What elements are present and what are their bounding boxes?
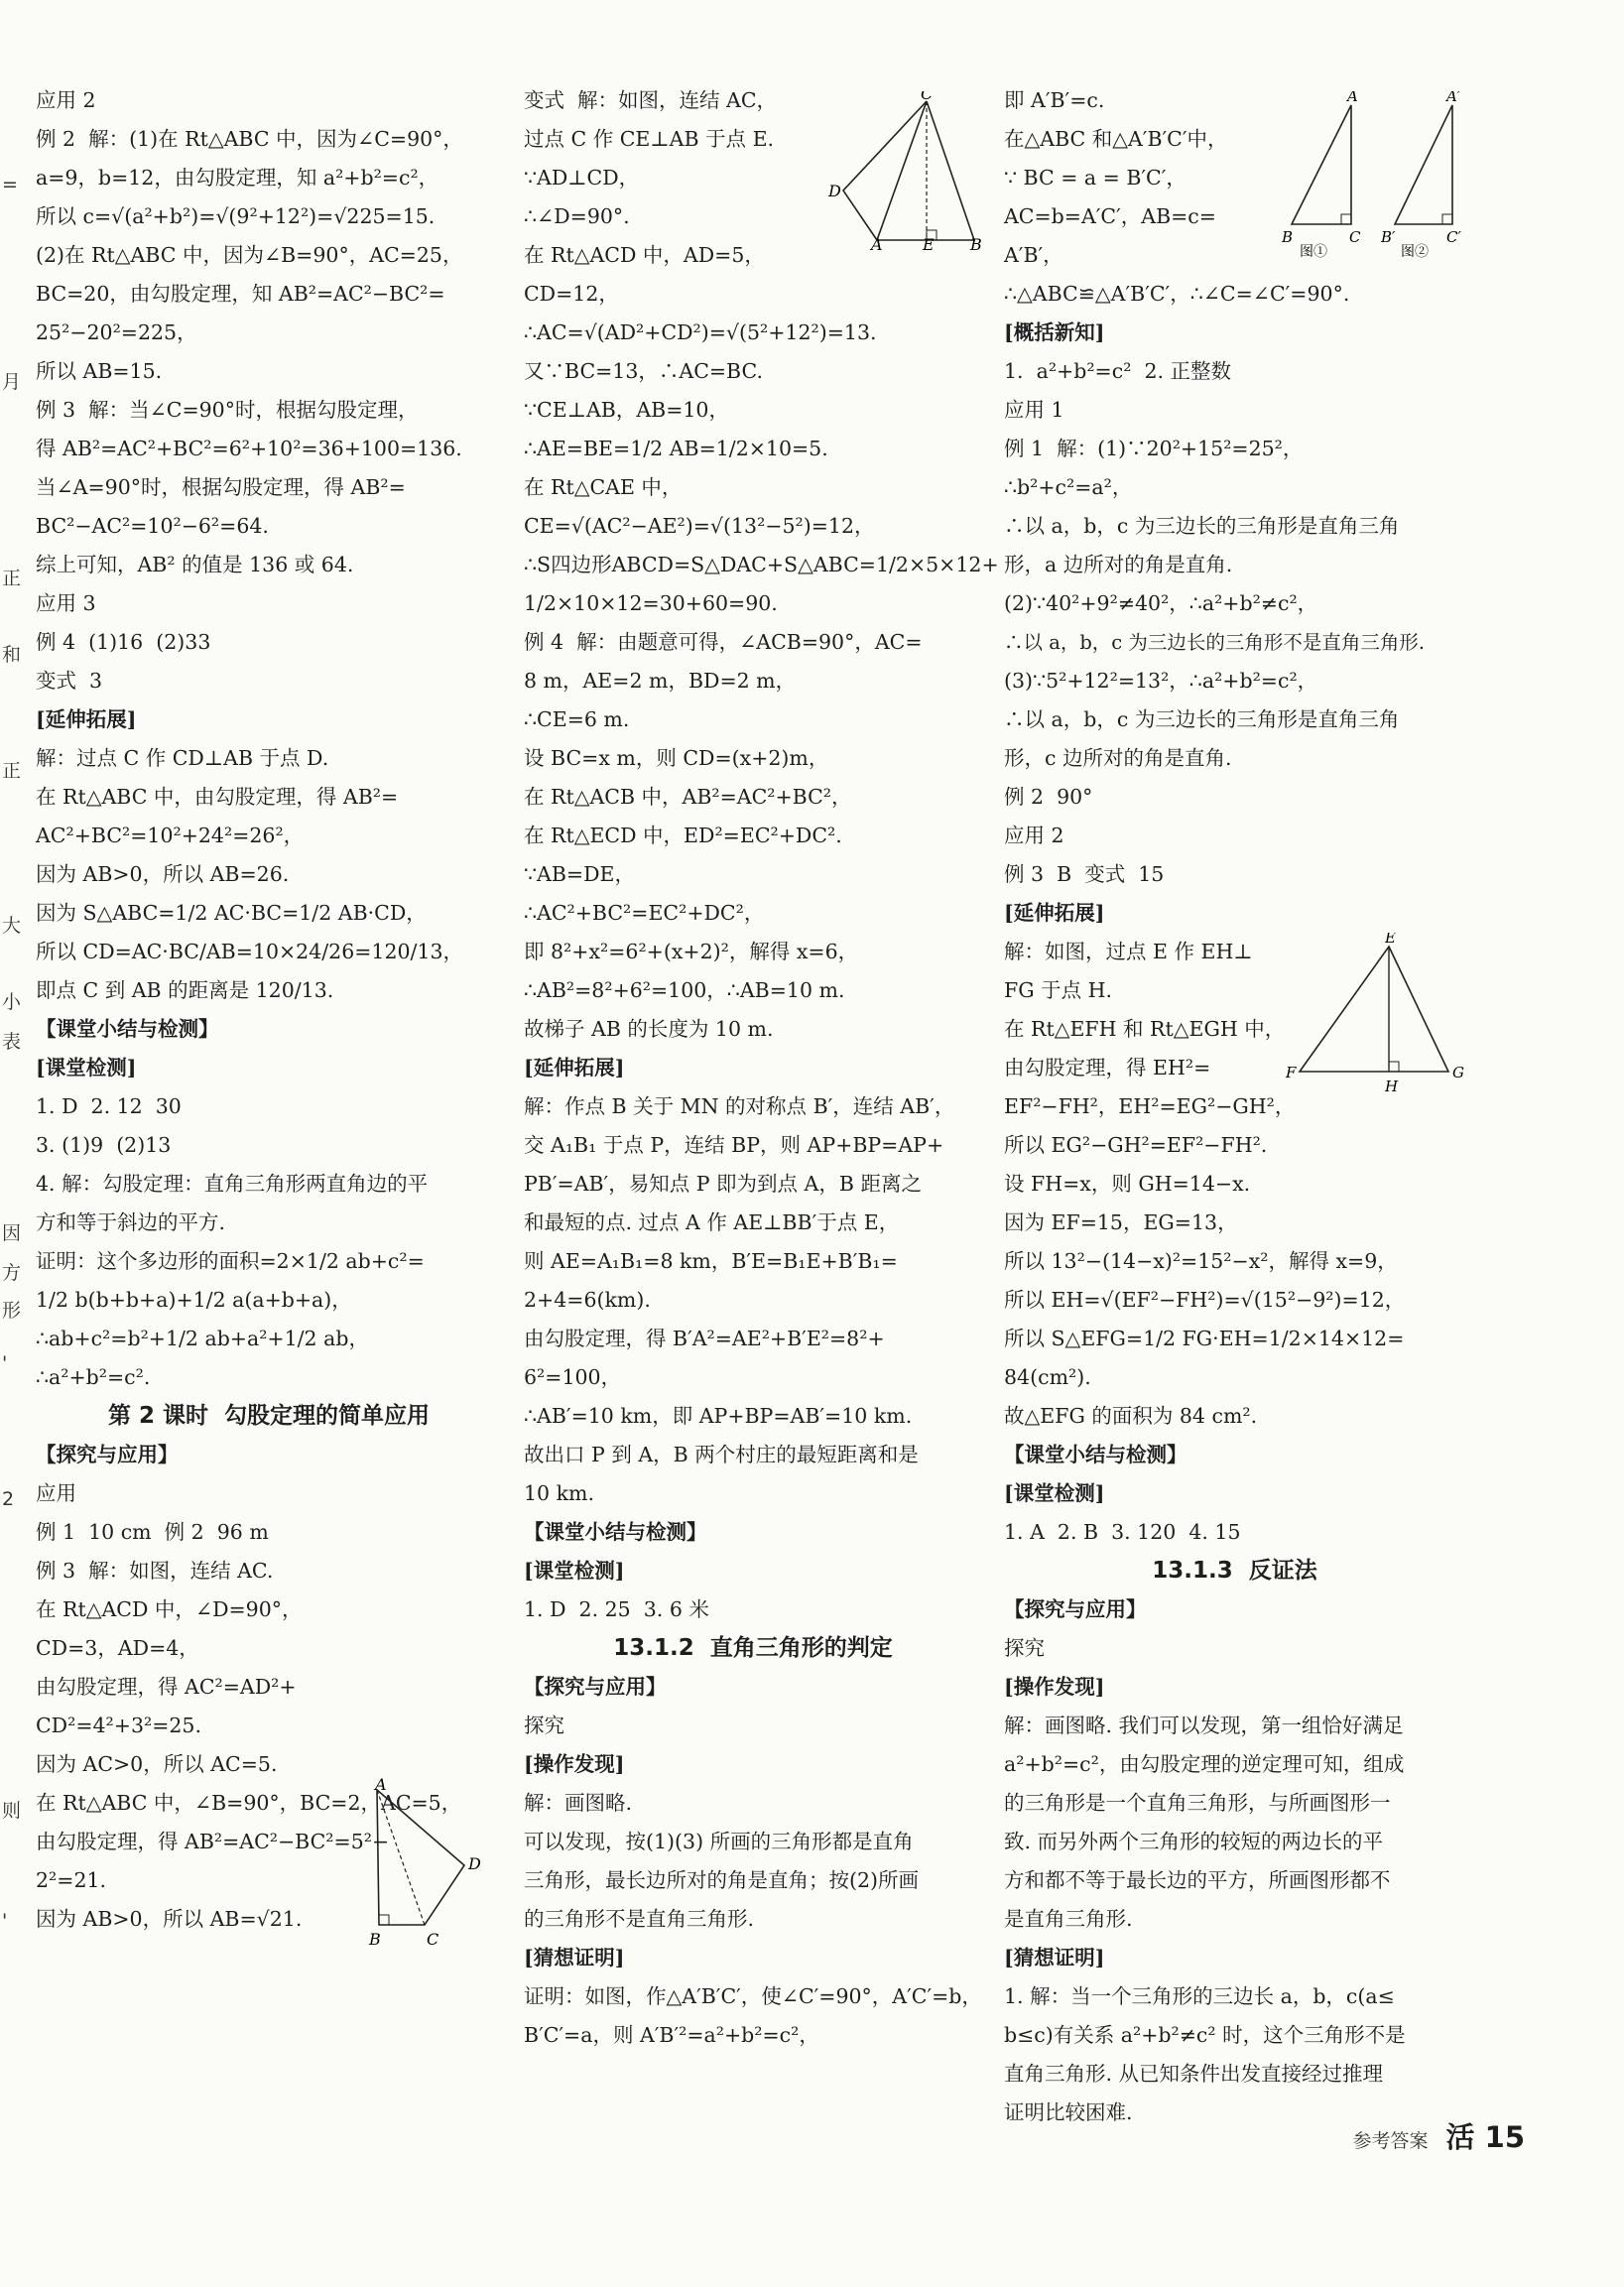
text-line: (2)在 Rt△ABC 中，因为∠B=90°，AC=25， <box>36 243 463 267</box>
text-line: 形，c 边所对的角是直角. <box>1004 746 1232 770</box>
text-line: a=9，b=12，由勾股定理，知 a²+b²=c²， <box>36 166 439 190</box>
text-line: 因为 AB>0，所以 AB=26. <box>36 862 290 886</box>
margin-char: 大 <box>2 915 22 937</box>
margin-char: 因 <box>2 1222 22 1244</box>
text-line: 在 Rt△CAE 中， <box>524 475 683 499</box>
text-line: 设 BC=x m，则 CD=(x+2)m， <box>524 746 829 770</box>
text-line: ∴以 a，b，c 为三边长的三角形是直角三角 <box>1004 514 1400 538</box>
subsection-heading: [猜想证明] <box>524 1946 625 1969</box>
text-line: 所以 S△EFG=1/2 FG·EH=1/2×14×12= <box>1004 1327 1405 1350</box>
fig-label: D <box>828 182 841 200</box>
text-line: 8 m，AE=2 m，BD=2 m， <box>524 669 797 693</box>
fig-label: H <box>1385 1078 1399 1095</box>
margin-char: 正 <box>2 568 22 589</box>
margin-char: = <box>2 174 18 195</box>
text-line: A′B′， <box>1004 243 1063 267</box>
text-line: 1/2×10×12=30+60=90. <box>524 591 778 615</box>
text-line: 在 Rt△EFH 和 Rt△EGH 中， <box>1004 1017 1286 1041</box>
margin-char: 表 <box>2 1031 22 1053</box>
text-line: AC=b=A′C′，AB=c= <box>1004 204 1216 228</box>
text-line: 84(cm²). <box>1004 1365 1091 1389</box>
text-line: (3)∵5²+12²=13²，∴a²+b²=c²， <box>1004 669 1318 693</box>
margin-char: 正 <box>2 760 22 782</box>
text-line: 因为 EF=15，EG=13， <box>1004 1210 1238 1234</box>
text-line: 2+4=6(km). <box>524 1288 651 1312</box>
text-line: 和最短的点. 过点 A 作 AE⊥BB′于点 E， <box>524 1210 900 1234</box>
text-line: 所以 13²−(14−x)²=15²−x²，解得 x=9， <box>1004 1249 1398 1273</box>
text-line: 即 A′B′=c. <box>1004 88 1105 112</box>
subsection-heading: [延伸拓展] <box>524 1056 625 1080</box>
text-line: 的三角形是一个直角三角形，与所画图形一 <box>1004 1791 1391 1815</box>
text-line: 变式 3 <box>36 669 103 693</box>
text-line: CE=√(AC²−AE²)=√(13²−5²)=12， <box>524 514 875 538</box>
text-line: 故出口 P 到 A，B 两个村庄的最短距离和是 <box>524 1443 919 1466</box>
fig-label: B <box>970 235 982 250</box>
text-line: 交 A₁B₁ 于点 P，连结 BP，则 AP+BP=AP+ <box>524 1133 944 1157</box>
text-line: ∴CE=6 m. <box>524 707 630 731</box>
text-line: 例 1 解：(1)∵20²+15²=25²， <box>1004 437 1304 460</box>
fig-label: A′ <box>1446 91 1461 105</box>
text-line: ∴AB²=8²+6²=100，∴AB=10 m. <box>524 978 845 1002</box>
text-line: 6²=100， <box>524 1365 622 1389</box>
fig-label: E <box>923 235 935 250</box>
text-line: 形，a 边所对的角是直角. <box>1004 553 1233 576</box>
text-line: 探究 <box>1004 1636 1045 1660</box>
margin-char: 则 <box>2 1800 22 1822</box>
text-line: 因为 AC>0，所以 AC=5. <box>36 1752 278 1776</box>
figure-quadrilateral-abcd <box>823 91 982 254</box>
right-column <box>1004 81 1465 2132</box>
fig-label: F <box>1286 1064 1297 1081</box>
fig-label: D <box>468 1854 481 1873</box>
section-heading: 【探究与应用】 <box>524 1675 667 1699</box>
text-line: 设 FH=x，则 GH=14−x. <box>1004 1172 1251 1196</box>
fig-label: A <box>1347 91 1358 105</box>
section-heading: 【探究与应用】 <box>36 1443 179 1466</box>
margin-char: 方 <box>2 1262 22 1284</box>
text-line: 即 8²+x²=6²+(x+2)²，解得 x=6， <box>524 940 859 963</box>
subsection-heading: [猜想证明] <box>1004 1946 1105 1969</box>
margin-char: 形 <box>2 1300 22 1322</box>
subsection-heading: [延伸拓展] <box>36 707 137 731</box>
subsection-heading: [课堂检测] <box>524 1559 625 1583</box>
text-line: 因为 AB>0，所以 AB=√21. <box>36 1907 303 1931</box>
margin-char: ' <box>2 1910 8 1932</box>
text-line: 方和都不等于最长边的平方，所画图形都不 <box>1004 1868 1391 1892</box>
fig-label: C′ <box>1446 228 1461 246</box>
text-line: ∴∠D=90°. <box>524 204 630 228</box>
text-line: 在 Rt△ECD 中，ED²=EC²+DC². <box>524 824 842 847</box>
text-line: ∵ BC = a = B′C′， <box>1004 166 1187 190</box>
fig-label: G <box>1452 1064 1464 1081</box>
text-line: ∴AB′=10 km，即 AP+BP=AB′=10 km. <box>524 1404 913 1428</box>
text-line: 即点 C 到 AB 的距离是 120/13. <box>36 978 334 1002</box>
text-line: 应用 1 <box>1004 398 1064 422</box>
text-line: PB′=AB′，易知点 P 即为到点 A，B 距离之 <box>524 1172 922 1196</box>
left-column <box>36 81 502 1939</box>
text-line: 变式 解：如图，连结 AC， <box>524 88 778 112</box>
text-line: 所以 CD=AC·BC/AB=10×24/26=120/13， <box>36 940 464 963</box>
text-line: 直角三角形. 从已知条件出发直接经过推理 <box>1004 2062 1384 2086</box>
fig-label: B′ <box>1381 228 1396 246</box>
text-line: 可以发现，按(1)(3) 所画的三角形都是直角 <box>524 1830 914 1853</box>
text-line: ∴AC=√(AD²+CD²)=√(5²+12²)=13. <box>524 320 877 344</box>
text-line: EF²−FH²，EH²=EG²−GH²， <box>1004 1094 1296 1118</box>
text-line: a²+b²=c²，由勾股定理的逆定理可知，组成 <box>1004 1752 1405 1776</box>
text-line: 3. (1)9 (2)13 <box>36 1133 172 1157</box>
text-line: 例 3 B 变式 15 <box>1004 862 1165 886</box>
subsection-heading: [课堂检测] <box>1004 1481 1105 1505</box>
text-line: 例 1 10 cm 例 2 96 m <box>36 1520 269 1544</box>
text-line: 在 Rt△ACB 中，AB²=AC²+BC²， <box>524 785 852 809</box>
text-line: ∴b²+c²=a²， <box>1004 475 1133 499</box>
text-line: 的三角形不是直角三角形. <box>524 1907 755 1931</box>
text-line: 2²=21. <box>36 1868 107 1892</box>
figure-two-triangles <box>1278 91 1476 264</box>
text-line: CD=3，AD=4， <box>36 1636 199 1660</box>
text-line: 例 2 90° <box>1004 785 1093 809</box>
text-line: AC²+BC²=10²+24²=26²， <box>36 824 305 847</box>
text-line: 证明：这个多边形的面积=2×1/2 ab+c²= <box>36 1249 425 1273</box>
text-line: ∵CE⊥AB，AB=10， <box>524 398 729 422</box>
lesson-title: 第 2 课时 勾股定理的简单应用 <box>107 1403 431 1429</box>
text-line: 1. D 2. 25 3. 6 米 <box>524 1597 709 1621</box>
text-line: 由勾股定理，得 AB²=AC²−BC²=5²− <box>36 1830 390 1853</box>
text-line: 例 4 解：由题意可得，∠ACB=90°，AC= <box>524 630 923 654</box>
text-line: 故梯子 AB 的长度为 10 m. <box>524 1017 774 1041</box>
margin-char: 和 <box>2 644 22 666</box>
text-line: 4. 解：勾股定理：直角三角形两直角边的平 <box>36 1172 429 1196</box>
text-line: 证明比较困难. <box>1004 2100 1133 2124</box>
text-line: 则 AE=A₁B₁=8 km，B′E=B₁E+B′B₁= <box>524 1249 898 1273</box>
text-line: 1. a²+b²=c² 2. 正整数 <box>1004 359 1232 383</box>
text-line: 1/2 b(b+b+a)+1/2 a(a+b+a)， <box>36 1288 352 1312</box>
margin-char: 月 <box>2 371 22 393</box>
text-line: 故△EFG 的面积为 84 cm². <box>1004 1404 1258 1428</box>
text-line: 所以 EG²−GH²=EF²−FH². <box>1004 1133 1268 1157</box>
section-heading: 【课堂小结与检测】 <box>1004 1443 1187 1466</box>
fig-label: A <box>871 235 883 250</box>
left-margin-fragments <box>0 0 22 2287</box>
margin-char: ' <box>2 1352 8 1374</box>
text-line: ∴△ABC≌△A′B′C′，∴∠C=∠C′=90°. <box>1004 282 1350 306</box>
text-line: 应用 2 <box>1004 824 1064 847</box>
footer-label: 参考答案 <box>1352 2130 1429 2152</box>
text-line: 应用 <box>36 1481 76 1505</box>
text-line: (2)∵40²+9²≠40²，∴a²+b²≠c²， <box>1004 591 1318 615</box>
text-line: ∴ab+c²=b²+1/2 ab+a²+1/2 ab， <box>36 1327 369 1350</box>
text-line: 致. 而另外两个三角形的较短的两边长的平 <box>1004 1830 1384 1853</box>
text-line: FG 于点 H. <box>1004 978 1113 1002</box>
text-line: b≤c)有关系 a²+b²≠c² 时，这个三角形不是 <box>1004 2023 1406 2047</box>
text-line: ∵AD⊥CD， <box>524 166 640 190</box>
fig-caption: 图② <box>1401 244 1429 260</box>
text-line: 应用 3 <box>36 591 96 615</box>
text-line: ∴S四边形ABCD=S△DAC+S△ABC=1/2×5×12+ <box>524 553 999 576</box>
fig-label: E <box>1385 933 1396 947</box>
section-heading: 【课堂小结与检测】 <box>524 1520 707 1544</box>
text-line: 得 AB²=AC²+BC²=6²+10²=36+100=136. <box>36 437 462 460</box>
text-line: 因为 S△ABC=1/2 AC·BC=1/2 AB·CD， <box>36 901 427 925</box>
text-line: ∴AE=BE=1/2 AB=1/2×10=5. <box>524 437 828 460</box>
section-heading: 【课堂小结与检测】 <box>36 1017 219 1041</box>
text-line: 1. 解：当一个三角形的三边长 a，b，c(a≤ <box>1004 1984 1395 2008</box>
text-line: 在 Rt△ACD 中，AD=5， <box>524 243 765 267</box>
text-line: 当∠A=90°时，根据勾股定理，得 AB²= <box>36 475 406 499</box>
fig-label: C <box>921 91 934 103</box>
figure-triangle-efg <box>1280 933 1468 1105</box>
text-line: 在 Rt△ABC 中，∠B=90°，BC=2，AC=5， <box>36 1791 462 1815</box>
middle-column <box>524 81 999 2055</box>
text-line: 例 3 解：如图，连结 AC. <box>36 1559 274 1583</box>
fig-label: C <box>1349 228 1361 246</box>
text-line: 25²−20²=225， <box>36 320 197 344</box>
text-line: 在 Rt△ACD 中，∠D=90°， <box>36 1597 303 1621</box>
text-line: 10 km. <box>524 1481 594 1505</box>
margin-char: 2 <box>2 1488 15 1510</box>
text-line: ∴AC²+BC²=EC²+DC²， <box>524 901 765 925</box>
text-line: CD²=4²+3²=25. <box>36 1714 201 1737</box>
text-line: 探究 <box>524 1714 564 1737</box>
text-line: 方和等于斜边的平方. <box>36 1210 226 1234</box>
text-line: 解：如图，过点 E 作 EH⊥ <box>1004 940 1253 963</box>
fig-label: C <box>427 1930 439 1949</box>
text-line: CD=12， <box>524 282 619 306</box>
fig-caption: 图① <box>1300 244 1327 260</box>
text-line: ∴以 a，b，c 为三边长的三角形是直角三角 <box>1004 707 1400 731</box>
text-line: ∵AB=DE， <box>524 862 635 886</box>
text-line: 解：作点 B 关于 MN 的对称点 B′，连结 AB′， <box>524 1094 955 1118</box>
text-line: 又∵BC=13，∴AC=BC. <box>524 359 763 383</box>
page-number: 活 15 <box>1445 2120 1525 2154</box>
text-line: 证明：如图，作△A′B′C′，使∠C′=90°，A′C′=b， <box>524 1984 982 2008</box>
text-line: 综上可知，AB² 的值是 136 或 64. <box>36 553 354 576</box>
figure-quadrilateral-abcd-2 <box>357 1776 496 1959</box>
subsection-heading: [概括新知] <box>1004 320 1105 344</box>
text-line: 是直角三角形. <box>1004 1907 1133 1931</box>
subsection-heading: [延伸拓展] <box>1004 901 1105 925</box>
fig-label: B <box>1282 228 1294 246</box>
text-line: 1. A 2. B 3. 120 4. 15 <box>1004 1520 1241 1544</box>
text-line: 例 3 解：当∠C=90°时，根据勾股定理， <box>36 398 419 422</box>
text-line: 应用 2 <box>36 88 96 112</box>
text-line: 在 Rt△ABC 中，由勾股定理，得 AB²= <box>36 785 399 809</box>
text-line: 解：画图略. <box>524 1791 633 1815</box>
text-line: 所以 AB=15. <box>36 359 163 383</box>
text-line: BC=20，由勾股定理，知 AB²=AC²−BC²= <box>36 282 445 306</box>
text-line: B′C′=a，则 A′B′²=a²+b²=c²， <box>524 2023 819 2047</box>
page-footer <box>1353 2115 1525 2156</box>
subsection-heading: [课堂检测] <box>36 1056 137 1080</box>
text-line: 例 2 解：(1)在 Rt△ABC 中，因为∠C=90°， <box>36 127 463 151</box>
text-line: 解：画图略. 我们可以发现，第一组恰好满足 <box>1004 1714 1404 1737</box>
text-line: 由勾股定理，得 AC²=AD²+ <box>36 1675 297 1699</box>
text-line: 三角形，最长边所对的角是直角；按(2)所画 <box>524 1868 920 1892</box>
text-line: 由勾股定理，得 EH²= <box>1004 1056 1211 1080</box>
margin-char: 小 <box>2 991 22 1013</box>
text-line: 所以 c=√(a²+b²)=√(9²+12²)=√225=15. <box>36 204 436 228</box>
lesson-title: 13.1.2 直角三角形的判定 <box>613 1635 893 1661</box>
text-line: 1. D 2. 12 30 <box>36 1094 182 1118</box>
text-line: 所以 EH=√(EF²−FH²)=√(15²−9²)=12， <box>1004 1288 1406 1312</box>
text-line: 例 4 (1)16 (2)33 <box>36 630 211 654</box>
text-line: BC²−AC²=10²−6²=64. <box>36 514 269 538</box>
fig-label: B <box>369 1930 381 1949</box>
text-line: ∴a²+b²=c². <box>36 1365 151 1389</box>
subsection-heading: [操作发现] <box>524 1752 625 1776</box>
text-line: 由勾股定理，得 B′A²=AE²+B′E²=8²+ <box>524 1327 885 1350</box>
text-line: 过点 C 作 CE⊥AB 于点 E. <box>524 127 775 151</box>
lesson-title: 13.1.3 反证法 <box>1152 1558 1317 1584</box>
text-line: 解：过点 C 作 CD⊥AB 于点 D. <box>36 746 329 770</box>
section-heading: 【探究与应用】 <box>1004 1597 1147 1621</box>
fig-label: A <box>375 1776 387 1794</box>
text-line: ∴以 a，b，c 为三边长的三角形不是直角三角形. <box>1004 631 1426 654</box>
text-line: 在△ABC 和△A′B′C′中， <box>1004 127 1228 151</box>
subsection-heading: [操作发现] <box>1004 1675 1105 1699</box>
